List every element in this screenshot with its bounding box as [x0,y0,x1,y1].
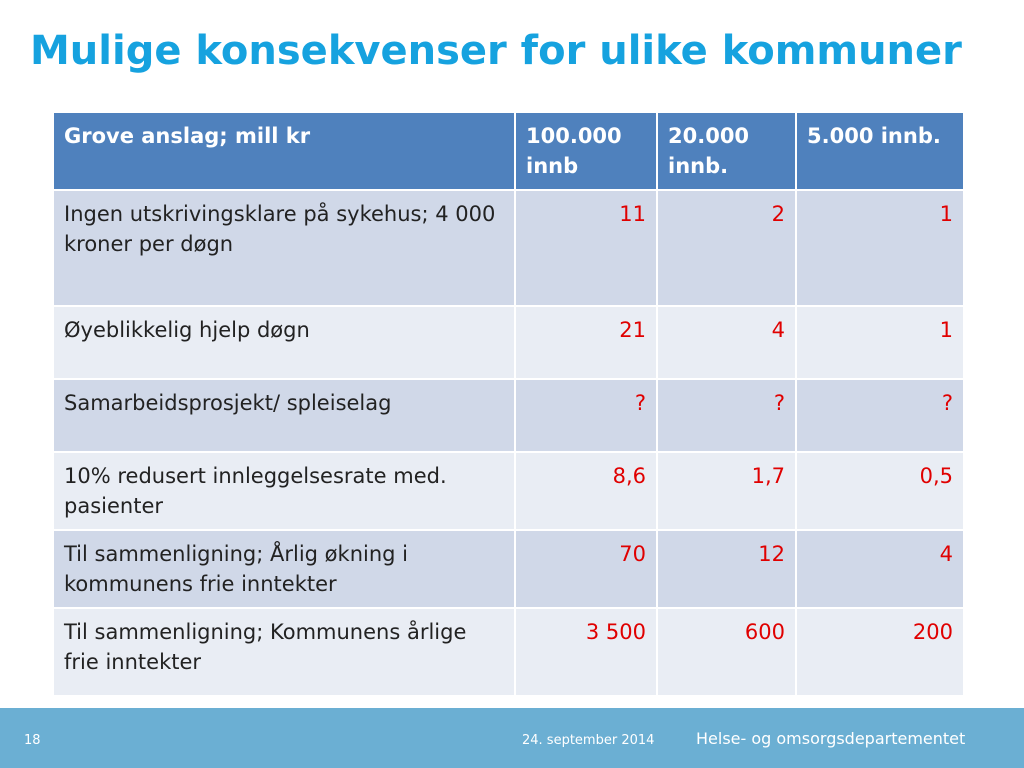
estimates-table [52,111,965,697]
value-100000: ? [515,379,657,452]
value-100000: 21 [515,306,657,379]
table-row [53,608,964,696]
value-5000: 4 [796,530,964,608]
value-100000: 3 500 [515,608,657,696]
value-20000: 2 [657,190,796,306]
value-20000: ? [657,379,796,452]
slide-title: Mulige konsekvenser for ulike kommuner [30,28,962,74]
row-label: Samarbeidsprosjekt/ spleiselag [53,379,515,452]
table-row [53,190,964,306]
table-row [53,530,964,608]
header-estimate: Grove anslag; mill kr [53,112,515,190]
value-100000: 70 [515,530,657,608]
row-label: Til sammenligning; Årlig økning i kommunens frie inntekter [53,530,515,608]
footer-bar [0,708,1024,768]
header-100000: 100.000 innb [515,112,657,190]
table-row [53,306,964,379]
value-20000: 12 [657,530,796,608]
value-5000: 1 [796,190,964,306]
row-label: Til sammenligning; Kommunens årlige frie inntekter [53,608,515,696]
value-5000: 1 [796,306,964,379]
footer-organization: Helse- og omsorgsdepartementet [696,729,966,748]
value-5000: ? [796,379,964,452]
table-header-row [53,112,964,190]
row-label: Øyeblikkelig hjelp døgn [53,306,515,379]
value-5000: 200 [796,608,964,696]
table-row [53,452,964,530]
header-5000: 5.000 innb. [796,112,964,190]
page-number: 18 [24,733,41,748]
footer-date: 24. september 2014 [522,733,655,748]
value-20000: 1,7 [657,452,796,530]
table-row [53,379,964,452]
row-label: Ingen utskrivingsklare på sykehus; 4 000 kroner per døgn [53,190,515,306]
value-20000: 600 [657,608,796,696]
header-20000: 20.000 innb. [657,112,796,190]
value-5000: 0,5 [796,452,964,530]
row-label: 10% redusert innleggelsesrate med. pasienter [53,452,515,530]
value-20000: 4 [657,306,796,379]
value-100000: 8,6 [515,452,657,530]
value-100000: 11 [515,190,657,306]
